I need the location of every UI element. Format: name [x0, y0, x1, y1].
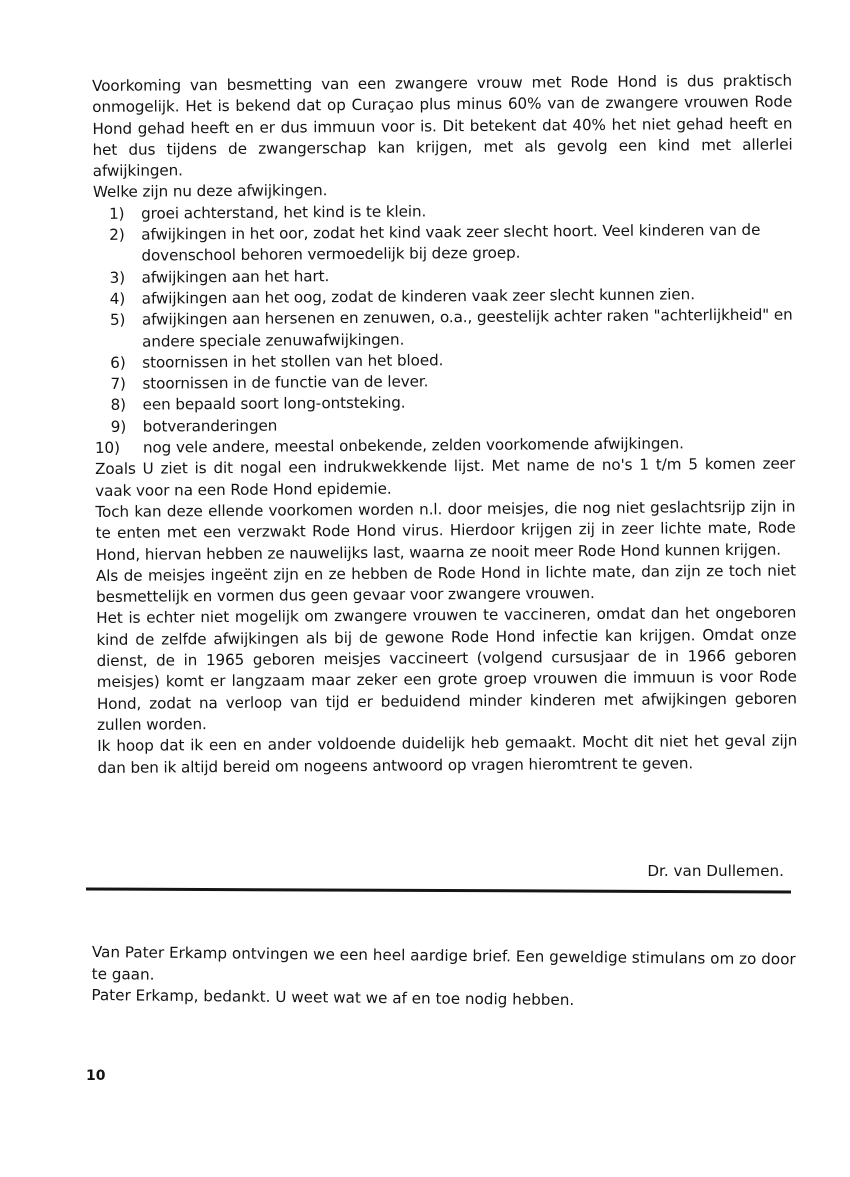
section-divider	[86, 887, 791, 893]
article-intro: Voorkoming van besmetting van een zwangere vrouw met Rode Hond is dus praktisch onmogelijk. Het is bekend dat op Curaçao plus minus 60% van de zwangere vrouwen Rode Hond gehad heeft en er dus immuun voor is. Dit betekent dat 40% het niet gehad heeft en het dus tijdens de zwangerschap kan krijgen, met als gevolg een kind met allerlei afwijkingen.	[92, 71, 793, 181]
article-paragraph: Als de meisjes ingeënt zijn en ze hebben de Rode Hond in lichte mate, dan zijn ze toch niet besmettelijk en vormen dus geen gevaar voor zwangere vrouwen.	[95, 561, 796, 607]
list-item: 3) afwijkingen aan het hart.	[109, 266, 330, 287]
author-signature: Dr. van Dullemen.	[647, 862, 784, 880]
notice-text: Pater Erkamp, bedankt. U weet wat we af en toe nodig hebben.	[91, 985, 575, 1010]
list-item: 10) nog vele andere, meestal onbekende, zelden voorkomende afwijkingen.	[94, 434, 684, 458]
article-body	[92, 71, 797, 779]
notice-text: Van Pater Erkamp ontvingen we een heel aardige brief. Een geweldige stimulans om zo door te gaan.	[91, 942, 796, 984]
list-item: 5) afwijkingen aan hersenen en zenuwen, o.a., geestelijk achter raken "achterlijkheid" en andere speciale zenuwafwijkingen.	[109, 305, 793, 351]
page-number: 10	[86, 1068, 106, 1084]
list-item: 1) groei achterstand, het kind is te klein.	[109, 202, 427, 223]
article-paragraph: Ik hoop dat ik een en ander voldoende duidelijk heb gemaakt. Mocht dit niet het geval zijn dan ben ik altijd bereid om nogeens antwoord op vragen hieromtrent te geven.	[97, 731, 798, 777]
list-heading: Welke zijn nu deze afwijkingen.	[92, 181, 328, 202]
list-item: 2) afwijkingen in het oor, zodat het kind vaak zeer slecht hoort. Veel kinderen van de dovenschool behoren vermoedelijk bij deze groep.	[109, 220, 761, 265]
anomaly-list	[93, 198, 795, 459]
list-item: 8) een bepaald soort long-ontsteking.	[110, 394, 406, 415]
list-item: 9) botveranderingen	[110, 416, 278, 436]
list-item: 4) afwijkingen aan het oog, zodat de kinderen vaak zeer slecht kunnen zien.	[109, 285, 695, 308]
notice-block	[91, 942, 812, 1014]
list-item: 7) stoornissen in de functie van de lever.	[110, 372, 429, 394]
article-paragraph: Zoals U ziet is dit nogal een indrukwekkende lijst. Met name de no's 1 t/m 5 komen zeer vaak voor na een Rode Hond epidemie.	[95, 454, 796, 500]
article-paragraph: Het is echter niet mogelijk om zwangere vrouwen te vaccineren, omdat dan het ongeboren kind de zelfde afwijkingen als bij de gewone Rode Hond infectie kan krijgen. Omdat onze dienst, de in 1965 geboren meisjes vaccineert (volgend cursusjaar de in 1966 geboren meisjes) komt er langzaam maar zeker een grote groep vrouwen die immuun is voor Rode Hond, zodat na verloop van tijd er beduidend minder kinderen met afwijkingen geboren zullen worden.	[96, 603, 797, 734]
list-item: 6) stoornissen in het stollen van het bloed.	[110, 351, 444, 372]
article-paragraph: Toch kan deze ellende voorkomen worden n.l. door meisjes, die nog niet geslachtsrijp zijn in te enten met een verzwakt Rode Hond virus. Hierdoor krijgen zij in zeer lichte mate, Rode Hond, hiervan hebben ze nauwelijks last, waarna ze nooit meer Rode Hond kunnen krijgen.	[95, 497, 796, 564]
